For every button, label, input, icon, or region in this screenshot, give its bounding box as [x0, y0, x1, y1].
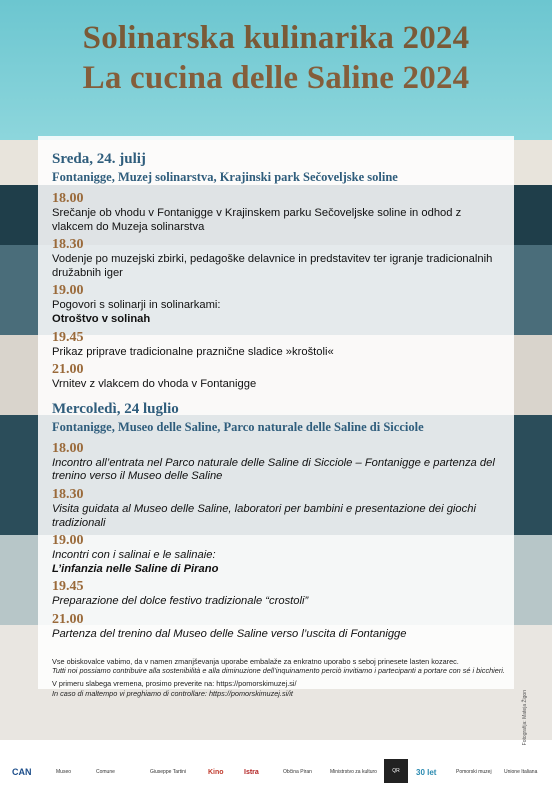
- title-italian: La cucina delle Saline 2024: [82, 60, 470, 96]
- item-time: 19.00: [52, 283, 84, 299]
- day-heading: Sreda, 24. julij: [52, 151, 146, 167]
- item-time: 19.45: [52, 329, 84, 345]
- item-time: 19.45: [52, 579, 84, 595]
- program-item: [52, 533, 502, 576]
- item-time: 18.00: [52, 440, 84, 456]
- logo-tartini: Giuseppe Tartini: [150, 769, 187, 775]
- program-item: [52, 283, 502, 326]
- item-text: [52, 549, 502, 576]
- item-time: 18.30: [52, 237, 84, 253]
- logo-can: CAN: [12, 767, 32, 777]
- item-text-line: Pogovori s solinarji in solinarkami:: [52, 299, 221, 312]
- item-text: Partenza del trenino dal Museo delle Saline verso l’uscita di Fontanigge: [52, 627, 407, 640]
- item-time: 18.30: [52, 486, 84, 502]
- poster-titles: [0, 18, 552, 98]
- section-divider: [52, 392, 502, 400]
- item-time: 18.00: [52, 191, 84, 206]
- talk-title: L’infanzia nelle Saline di Pirano: [52, 562, 219, 575]
- logo-30-years: 30 let: [416, 767, 437, 777]
- logo-pomorski-muzej: Pomorski muzej: [456, 769, 492, 775]
- day-heading: Mercoledì, 24 luglio: [52, 400, 179, 417]
- item-text: Preparazione del dolce festivo tradizionale “crostoli”: [52, 595, 309, 608]
- item-text: Srečanje ob vhodu v Fontanigge v Krajinskem parku Sečoveljske soline in odhod z vlakcem do Muzeja solinarstva: [52, 207, 462, 233]
- note-weather-it: In caso di maltempo vi preghiamo di controllare: https://pomorskimuzej.si/it: [52, 688, 293, 698]
- photo-credit: Fotografija: Mateja Žigon: [522, 690, 528, 746]
- program-item: [52, 579, 502, 609]
- note-packaging-it: Tutti noi possiamo contribuire alla sostenibilità e alla diminuzione dell’inquinamento perciò invitiamo i partecipanti a portare con sé i bicchieri.: [52, 666, 505, 676]
- program-item: [52, 441, 502, 484]
- logo-kino: Kino: [208, 768, 224, 776]
- item-text: Prikaz priprave tradicionalne praznične sladice »kroštoli«: [52, 345, 334, 358]
- program-item: [52, 237, 502, 280]
- program-item: [52, 191, 502, 234]
- talk-title: Otroštvo v solinah: [52, 312, 151, 325]
- note-weather-sl: V primeru slabega vremena, prosimo preverite na: https://pomorskimuzej.si/: [52, 679, 297, 689]
- program-item: [52, 487, 502, 530]
- program-item: [52, 330, 502, 360]
- location-heading: Fontanigge, Muzej solinarstva, Krajinski park Sečoveljske soline: [52, 170, 398, 184]
- logo-comune: Comune: [96, 769, 115, 775]
- item-text: Visita guidata al Museo delle Saline, laboratori per bambini e presentazione dei giochi tradizionali: [52, 502, 476, 529]
- logo-museo: Museo: [56, 769, 72, 775]
- logo-piran: Občina Piran: [283, 769, 312, 775]
- item-text: [52, 299, 502, 326]
- location-heading: Fontanigge, Museo delle Saline, Parco naturale delle Saline di Sicciole: [52, 419, 424, 434]
- logo-qr: QR: [384, 759, 408, 783]
- section-slovene: [52, 150, 502, 392]
- item-text: Vrnitev z vlakcem do vhoda v Fontanigge: [52, 378, 257, 391]
- program-content: [52, 150, 502, 642]
- item-text: Vodenje po muzejski zbirki, pedagoške delavnice in predstavitev ter igranje tradicionalnih družabnih iger: [52, 253, 493, 279]
- section-italian: [52, 400, 502, 642]
- program-item: [52, 362, 502, 392]
- item-time: 21.00: [52, 362, 84, 378]
- logo-unione-italiana: Unione Italiana: [504, 769, 538, 775]
- program-item: [52, 612, 502, 642]
- logo-ministry: Ministrstvo za kulturo: [330, 769, 377, 775]
- title-slovene: Solinarska kulinarika 2024: [82, 20, 470, 56]
- item-time: 19.00: [52, 533, 84, 549]
- footnotes: [52, 657, 512, 698]
- sponsor-logos: [0, 755, 552, 785]
- logo-istra: Istra: [244, 768, 259, 776]
- note-packaging-sl: Vse obiskovalce vabimo, da v namen zmanjševanja uporabe embalaže za enkratno uporabo s seboj prinesete lasten kozarec.: [52, 657, 459, 666]
- item-time: 21.00: [52, 611, 84, 627]
- item-text-line: Incontri con i salinai e le salinaie:: [52, 549, 216, 562]
- item-text: Incontro all’entrata nel Parco naturale delle Saline di Sicciole – Fontanigge e partenza del trenino verso il Museo delle Saline: [52, 456, 495, 483]
